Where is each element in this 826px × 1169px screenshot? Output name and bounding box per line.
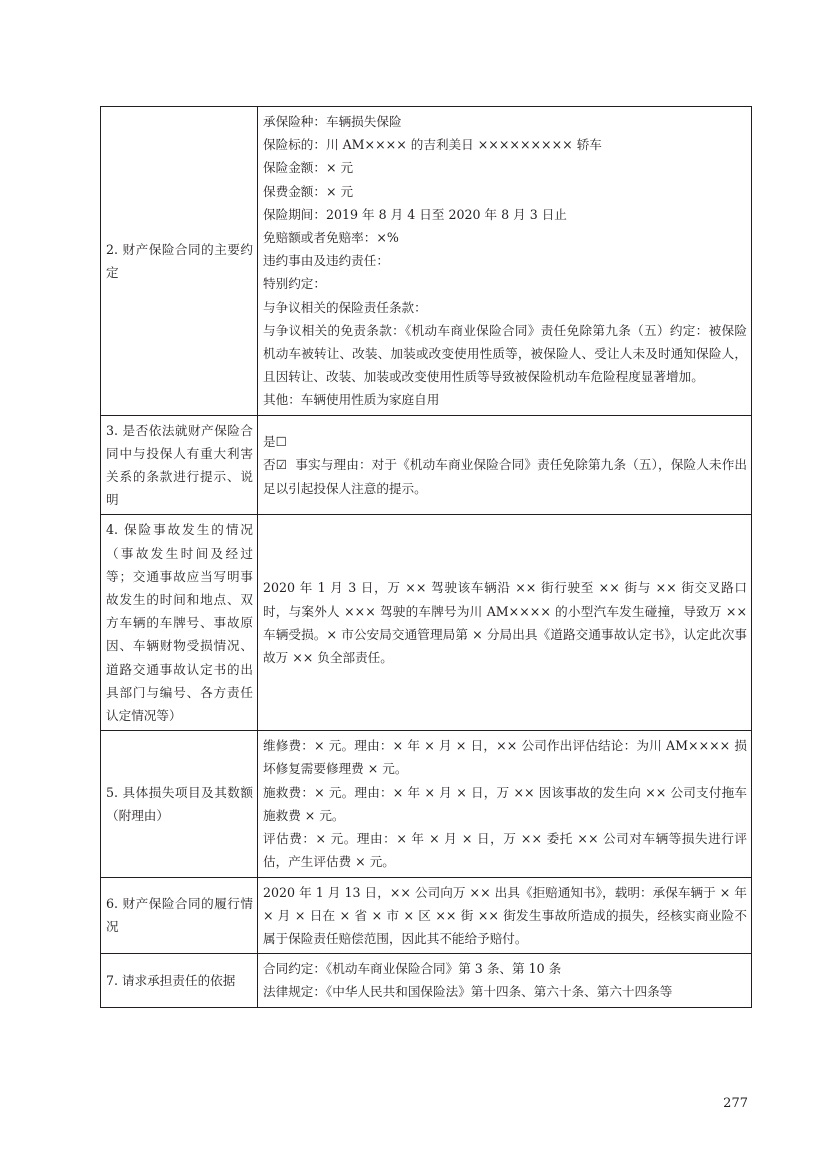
insurance-type: 承保险种：车辆损失保险	[263, 114, 402, 129]
option-no	[263, 453, 747, 499]
row-label: 2. 财产保险合同的主要约定	[101, 107, 258, 416]
table-row-losses	[101, 731, 752, 877]
deductible: 免赔额或者免赔率：×%	[263, 230, 399, 246]
table-row-performance	[101, 877, 752, 954]
assessment-fee: 评估费：× 元。理由：× 年 × 月 × 日，万 ×× 委托 ×× 公司对车辆等损失进行评估，产生评估费 × 元。	[263, 831, 747, 870]
row-label: 6. 财产保险合同的履行情况	[101, 877, 258, 954]
repair-fee: 维修费：× 元。理由：× 年 × 月 × 日，×× 公司作出评估结论：为川 AM×××× 损坏修复需要修理费 × 元。	[263, 738, 747, 777]
special-agreement: 特别约定：	[263, 276, 326, 292]
performance-description: 2020 年 1 月 13 日，×× 公司向万 ×× 出具《拒赔通知书》，载明：承保车辆于 × 年 × 月 × 日在 × 省 × 市 × 区 ×× 街 ×× 街发生事故所造成的损失，经核实商业险不属于保险责任赔偿范围，因此其不能给予赔付。	[258, 877, 752, 954]
other-terms: 其他：车辆使用性质为家庭自用	[263, 392, 440, 408]
row-label: 4. 保险事故发生的情况（事故发生时间及经过等；交通事故应当写明事故发生的时间和地点、双方车辆的车牌号、事故原因、车辆财物受损情况、道路交通事故认定书的出具部门与编号、各方责任认定情况等）	[101, 515, 258, 731]
disputed-coverage-clause: 与争议相关的保险责任条款：	[263, 299, 427, 315]
option-no-label: 否	[263, 457, 276, 473]
row-label: 5. 具体损失项目及其数额（附理由）	[101, 731, 258, 877]
row-content	[258, 415, 752, 515]
legal-basis: 法律规定：《中华人民共和国保险法》第十四条、第六十条、第六十四条等	[263, 984, 673, 1000]
row-content	[258, 731, 752, 877]
unchecked-box-icon[interactable]: ☐	[275, 434, 287, 450]
table-row-disclosure	[101, 415, 752, 515]
breach-liability: 违约事由及违约责任：	[263, 253, 389, 269]
table-row-legal-basis	[101, 954, 752, 1007]
page-number: 277	[723, 1096, 748, 1111]
option-yes-label: 是	[263, 434, 276, 450]
table-row-accident	[101, 515, 752, 731]
row-content	[258, 954, 752, 1007]
premium-amount: 保费金额：× 元	[263, 183, 354, 199]
checked-box-icon[interactable]: ☑	[275, 457, 288, 473]
disputed-exclusion-clause: 与争议相关的免责条款：《机动车商业保险合同》责任免除第九条（五）约定：被保险机动车被转让、改装、加装或改变使用性质等，被保险人、受让人未及时通知保险人，且因转让、改装、加装或改变使用性质等导致被保险机动车危险程度显著增加。	[263, 322, 747, 385]
row-content	[258, 107, 752, 416]
row-label: 3. 是否依法就财产保险合同中与投保人有重大利害关系的条款进行提示、说明	[101, 415, 258, 515]
claim-form-table	[100, 106, 752, 1008]
option-yes	[263, 430, 747, 453]
contract-basis: 合同约定：《机动车商业保险合同》第 3 条、第 10 条	[263, 961, 562, 977]
table-row-contract-terms	[101, 107, 752, 416]
row-label: 7. 请求承担责任的依据	[101, 954, 258, 1007]
insurance-period: 保险期间：2019 年 8 月 4 日至 2020 年 8 月 3 日止	[263, 206, 567, 222]
accident-description: 2020 年 1 月 3 日，万 ×× 驾驶该车辆沿 ×× 街行驶至 ×× 街与 ×× 街交叉路口时，与案外人 ××× 驾驶的车牌号为川 AM×××× 的小型汽车发生碰撞，导致万 ×× 车辆受损。× 市公安局交通管理局第 × 分局出具《道路交通事故认定书》，认定此次事故万 ×× 负全部责任。	[258, 515, 752, 731]
facts-and-reasons: 事实与理由：对于《机动车商业保险合同》责任免除第九条（五），保险人未作出足以引起投保人注意的提示。	[263, 457, 748, 496]
insured-subject: 保险标的：川 AM×××× 的吉利美日 ××××××××× 轿车	[263, 137, 602, 153]
rescue-fee: 施救费：× 元。理由：× 年 × 月 × 日，万 ×× 因该事故的发生向 ×× 公司支付拖车施救费 × 元。	[263, 784, 747, 823]
insured-amount: 保险金额：× 元	[263, 160, 354, 176]
